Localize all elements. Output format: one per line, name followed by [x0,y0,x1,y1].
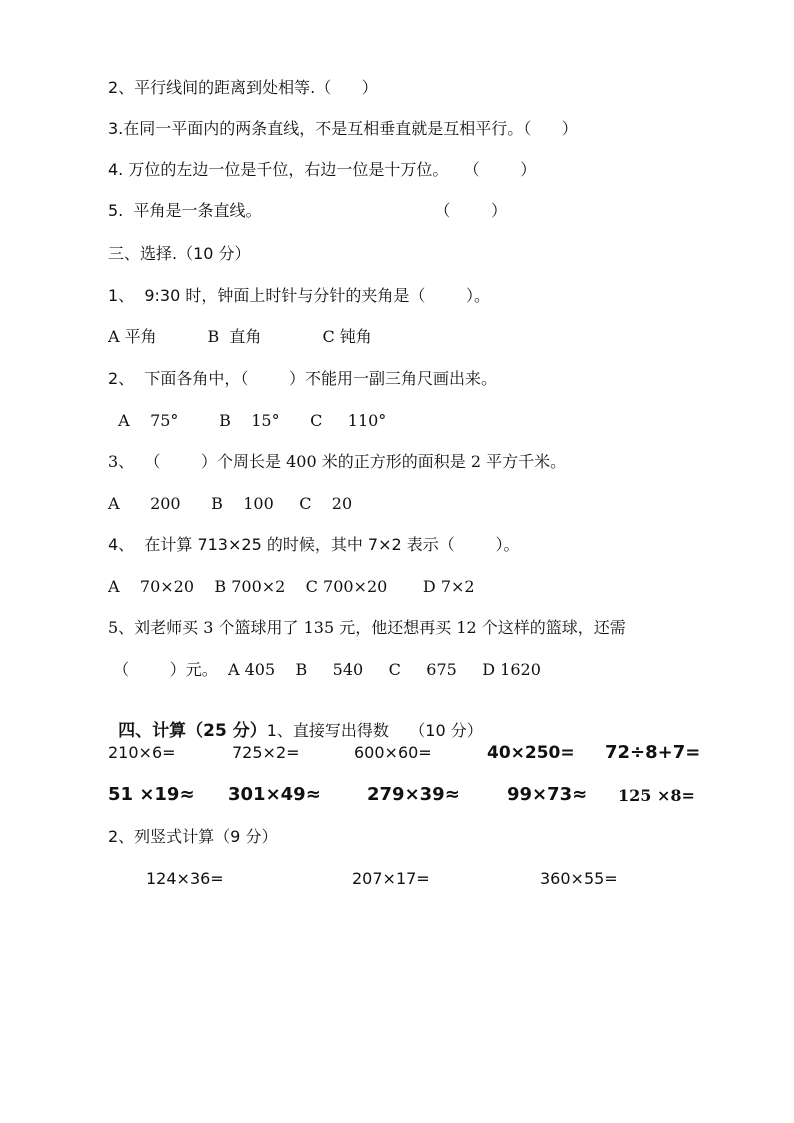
calc-item: 72÷8+7= [605,742,701,763]
choice-q1-options: A 平角 B 直角 C 钝角 [108,327,372,346]
calc-item: 301×49≈ [228,784,321,805]
judge-q2: 2、平行线间的距离到处相等.（ ） [108,78,378,97]
calc-item: 279×39≈ [367,784,460,805]
vertical-calc-item: 207×17= [352,869,430,888]
calc-item: 40×250= [487,743,575,763]
vertical-calc-header: 2、列竖式计算（9 分） [108,827,278,846]
choice-q4: 4、 在计算 713×25 的时候，其中 7×2 表示（ ）。 [108,535,520,554]
choice-header: 三、选择.（10 分） [108,244,251,263]
vertical-calc-item: 360×55= [540,869,618,888]
vertical-calc-item: 124×36= [146,869,224,888]
choice-q3: 3、 （ ）个周长是 400 米的正方形的面积是 2 平方千米。 [108,452,567,471]
choice-q1: 1、 9:30 时，钟面上时针与分针的夹角是（ ）。 [108,286,491,305]
calc-header [108,701,483,741]
judge-q3: 3.在同一平面内的两条直线，不是互相垂直就是互相平行。（ ） [108,119,578,138]
choice-q2: 2、 下面各角中，（ ）不能用一副三角尺画出来。 [108,369,498,388]
judge-q4: 4. 万位的左边一位是千位，右边一位是十万位。 （ ） [108,160,537,179]
calc-item: 125 ×8= [618,786,695,805]
calc-item: 600×60= [354,743,432,762]
judge-q5: 5. 平角是一条直线。 （ ） [108,201,508,220]
choice-q5: 5、刘老师买 3 个篮球用了 135 元，他还想再买 12 个这样的篮球，还需 [108,618,626,637]
calc-item: 725×2= [232,743,300,762]
calc-header-subtitle: 1、直接写出得数 （10 分） [266,721,483,740]
calc-item: 99×73≈ [507,784,588,805]
calc-item: 210×6= [108,743,176,762]
choice-q5-continued: （ ）元。 A 405 B 540 C 675 D 1620 [108,660,541,679]
calc-header-title: 四、计算（25 分） [118,721,267,741]
choice-q3-options: A 200 B 100 C 20 [108,494,353,513]
choice-q4-options: A 70×20 B 700×2 C 700×20 D 7×2 [108,577,475,596]
choice-q2-options: A 75° B 15° C 110° [108,411,387,430]
calc-item: 51 ×19≈ [108,784,195,805]
